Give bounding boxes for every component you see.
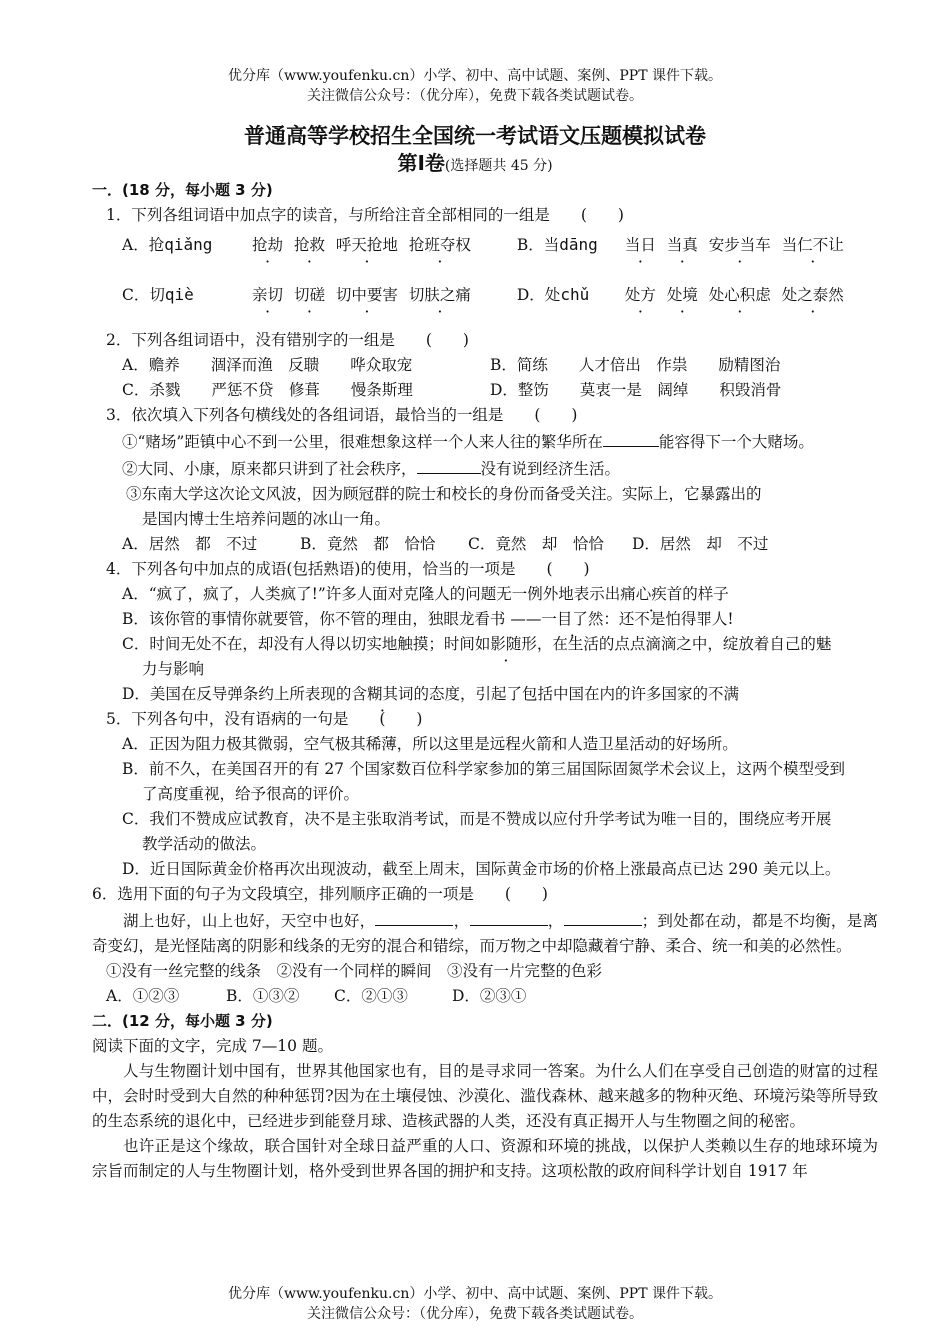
- q2-stem: 2．下列各组词语中，没有错别字的一组是 ( ): [106, 331, 469, 349]
- q3-option-c: C．竟然 却 恰恰: [468, 535, 604, 553]
- word: 亲切: [252, 286, 284, 304]
- word: 安步当车: [708, 236, 771, 254]
- section-2-intro: 阅读下面的文字，完成 7—10 题。: [92, 1037, 333, 1055]
- reading-paragraph-2: 也许正是这个缘故，联合国针对全球日益严重的人口、资源和环境的挑战，以保护人类赖以生存的地球环境为宗旨而制定的人与生物圈计划，格外受到世界各国的拥护和支持。这项松散的政府间科学计划自 1917 年: [92, 1137, 878, 1180]
- q1-option-b-label: B．当dāng: [516, 235, 598, 254]
- word: 抢劫: [252, 236, 284, 254]
- dotted-idiom: 含糊其词: [351, 685, 414, 703]
- q3-option-b: B．竟然 都 恰恰: [300, 535, 436, 553]
- q6-option-d: D．②③①: [452, 987, 527, 1005]
- q6-option-a: A．①②③: [106, 987, 180, 1005]
- site-footer: [0, 1284, 950, 1324]
- q1-stem: 1．下列各组词语中加点字的读音，与所给注音全部相同的一组是 ( ): [106, 206, 624, 224]
- q5-option-c-cont: 教学活动的做法。: [142, 835, 267, 853]
- q3-sentence-2: ②大同、小康，原来都只讲到了社会秩序， 没有说到经济生活。: [92, 455, 878, 482]
- word: 切中要害: [335, 286, 398, 304]
- fill-blank[interactable]: [603, 428, 659, 447]
- q2-option-a: A．赡养 涸泽而渔 反聩 哗众取宠: [122, 356, 413, 374]
- reading-paragraph-1: 人与生物圈计划中国有，世界其他国家也有，目的是寻求同一答案。为什么人们在享受自己创造的财富的过程中，会时时受到大自然的种种惩罚?因为在土壤侵蚀、沙漠化、滥伐森林、越来越多的物种灭绝、环境污染等所导致的生态系统的退化中，已经进步到能登月球、造核武器的人类，还没有真正揭开人与生物圈之间的秘密。: [92, 1062, 878, 1130]
- q2-options-cd: [92, 378, 878, 403]
- q5-stem: 5．下列各句中，没有语病的一句是 ( ): [106, 710, 423, 728]
- word: 当日: [624, 236, 656, 254]
- exam-body: [92, 178, 878, 1184]
- q2-options-ab: [92, 353, 878, 378]
- q1-options-ab: [92, 228, 878, 278]
- exam-subtitle: [0, 150, 950, 179]
- q3-option-a: A．居然 都 不过: [122, 535, 258, 553]
- q1-option-a-label: A．抢qiǎng: [122, 235, 213, 254]
- word: 当仁不让: [781, 236, 844, 254]
- fill-blank[interactable]: [417, 455, 481, 474]
- q4-option-c: C．时间无处不在，却没有人得以切实地触摸；时间如影随形，在生活的点点滴滴之中，绽放着自己的魅: [122, 635, 832, 653]
- q6-option-b: B．①③②: [226, 987, 300, 1005]
- word: 抢救: [293, 236, 325, 254]
- q5-option-c: C．我们不赞成应试教育，决不是主张取消考试，而是不赞成以应付升学考试为唯一目的，围绕应考开展: [122, 810, 832, 828]
- word: 抢班夺权: [408, 236, 471, 254]
- q4-stem: 4．下列各句中加点的成语(包括熟语)的使用，恰当的一项是 ( ): [106, 560, 590, 578]
- q6-option-c: C．②①③: [334, 987, 408, 1005]
- q3-options: [92, 532, 878, 557]
- q6-passage: 湖上也好，山上也好，天空中也好， ， ， ；到处都在动，都是不均衡，是离奇变幻，是光怪陆离的阴影和线条的无穷的混合和错综，而万物之中却隐藏着宁静、柔合、统一和美的必然性。: [92, 907, 878, 959]
- q1-option-c-label: C．切qiè: [122, 285, 194, 304]
- word: 处境: [666, 286, 698, 304]
- exam-title: 普通高等学校招生全国统一考试语文压题模拟试卷: [244, 124, 706, 148]
- q6-options: [92, 984, 878, 1009]
- q3-stem: 3．依次填入下列各句横线处的各组词语，最恰当的一组是 ( ): [106, 406, 578, 424]
- word: 呼天抢地: [335, 236, 398, 254]
- q1-option-a-words: [252, 228, 477, 262]
- fill-blank[interactable]: [375, 907, 453, 926]
- q4-option-a: A．“疯了，疯了，人类疯了!”许多人面对克隆人的问题无一例外地表示出痛心疾首的样子: [122, 585, 729, 603]
- dotted-idiom: 一目了然: [541, 610, 604, 628]
- header-line-1: 优分库（www.youfenku.cn）小学、初中、高中试题、案例、PPT 课件下载。: [227, 68, 722, 84]
- q3-sentence-3: ③东南大学这次论文风波，因为顾冠群的院士和校长的身份而备受关注。实际上，它暴露出的: [126, 485, 762, 503]
- word: 处方: [624, 286, 656, 304]
- dotted-idiom: 痛心疾首: [620, 585, 683, 603]
- q5-option-b-cont: 了高度重视，给予很高的评价。: [142, 785, 360, 803]
- word: 当真: [666, 236, 698, 254]
- fill-blank[interactable]: [564, 907, 642, 926]
- q6-stem: 6．选用下面的句子为文段填空，排列顺序正确的一项是 ( ): [92, 885, 548, 903]
- word: 处之泰然: [781, 286, 844, 304]
- q3-sentence-3-cont: 是国内博士生培养问题的冰山一角。: [142, 510, 391, 528]
- q5-option-b: B．前不久，在美国召开的有 27 个国家数百位科学家参加的第三届国际固氮学术会议上，这两个模型受到: [122, 760, 845, 778]
- q3-option-d: D．居然 却 不过: [632, 535, 769, 553]
- word: 切磋: [293, 286, 325, 304]
- q4-option-b: B．该你管的事情你就要管，你不管的理由，独眼龙看书 ——一目了然：还不是怕得罪人!: [122, 610, 734, 628]
- q5-option-a: A．正因为阻力极其微弱，空气极其稀薄，所以这里是远程火箭和人造卫星活动的好场所。: [122, 735, 738, 753]
- dotted-idiom: 如影随形: [474, 635, 537, 653]
- q4-option-d: D．美国在反导弹条约上所表现的含糊其词的态度，引起了包括中国在内的许多国家的不满: [122, 685, 739, 703]
- volume-label: 第Ⅰ卷: [397, 151, 445, 175]
- word: 处心积虑: [708, 286, 771, 304]
- q6-sentences: ①没有一丝完整的线条 ②没有一个同样的瞬间 ③没有一片完整的色彩: [106, 962, 603, 980]
- footer-line-2: 关注微信公众号：（优分库），免费下载各类试题试卷。: [307, 1306, 643, 1322]
- q1-option-d-label: D．处chǔ: [516, 285, 590, 304]
- q1-option-c-words: [252, 278, 477, 312]
- section-2-heading: 二．(12 分，每小题 3 分): [92, 1012, 273, 1030]
- q2-option-c: C．杀戮 严惩不贷 修葺 慢条斯理: [122, 381, 413, 399]
- q1-option-d-words: [625, 278, 850, 312]
- q1-options-cd: [92, 278, 878, 328]
- footer-line-1: 优分库（www.youfenku.cn）小学、初中、高中试题、案例、PPT 课件下载。: [227, 1286, 722, 1302]
- q1-option-b-words: [625, 228, 850, 262]
- q2-option-d: D．整饬 莫衷一是 阔绰 积毁消骨: [490, 381, 782, 399]
- volume-note: (选择题共 45 分): [444, 158, 553, 174]
- site-header: [0, 66, 950, 106]
- q5-option-d: D．近日国际黄金价格再次出现波动，截至上周末，国际黄金市场的价格上涨最高点已达 290 美元以上。: [122, 860, 841, 878]
- q4-option-c-cont: 力与影响: [142, 660, 205, 678]
- q2-option-b: B．简练 人才倍出 作祟 励精图治: [490, 356, 781, 374]
- fill-blank[interactable]: [470, 907, 548, 926]
- q3-sentence-1: ①“赌场”距镇中心不到一公里，很难想象这样一个人来人往的繁华所在 能容得下一个大赌场。: [92, 428, 878, 455]
- section-1-heading: 一．(18 分，每小题 3 分): [92, 181, 273, 199]
- word: 切肤之痛: [408, 286, 471, 304]
- header-line-2: 关注微信公众号：（优分库），免费下载各类试题试卷。: [307, 88, 643, 104]
